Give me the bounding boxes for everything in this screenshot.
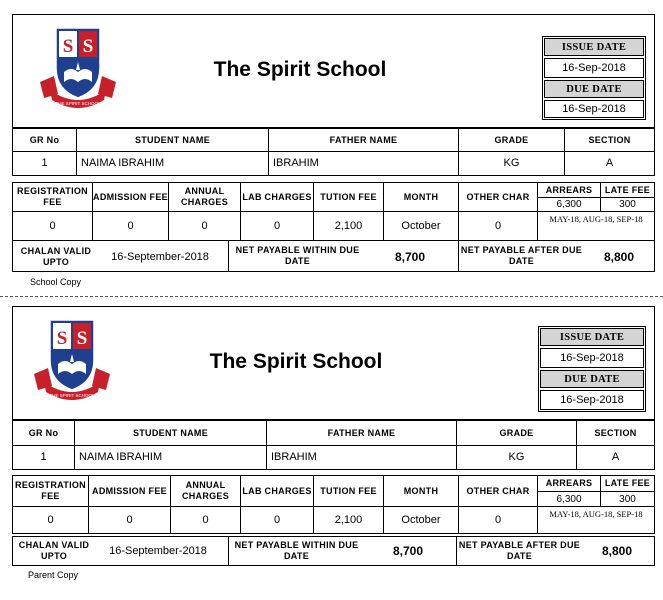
arrears-months: MAY-18, AUG-18, SEP-18 xyxy=(537,211,655,241)
admission-fee-value: 0 xyxy=(88,506,171,534)
annual-charges-header: ANNUAL CHARGES xyxy=(170,475,241,507)
school-name: The Spirit School xyxy=(209,350,383,373)
issue-date-value: 16-Sep-2018 xyxy=(544,58,644,78)
section-header: SECTION xyxy=(564,128,655,152)
parent-copy xyxy=(0,296,663,600)
gr-no-header: GR No xyxy=(12,128,77,152)
student-name-header: STUDENT NAME xyxy=(74,420,267,446)
lab-charges-value: 0 xyxy=(240,506,314,534)
father-name-header: FATHER NAME xyxy=(268,128,459,152)
arrears-header: ARREARS xyxy=(537,182,601,198)
tution-fee-header: TUTION FEE xyxy=(313,182,384,212)
chalan-valid-value: 16-September-2018 xyxy=(109,544,207,557)
net-within-value: 8,700 xyxy=(392,543,424,558)
chalan-valid-label: CHALAN VALID UPTO xyxy=(18,540,90,561)
school-logo xyxy=(30,316,114,406)
net-after-value: 8,800 xyxy=(603,249,635,264)
late-fee-value: 300 xyxy=(600,197,655,212)
issue-date-value: 16-Sep-2018 xyxy=(540,348,644,368)
registration-fee-header: REGISTRATION FEE xyxy=(12,182,93,212)
grade-value: KG xyxy=(456,445,577,470)
month-value: October xyxy=(383,211,459,241)
annual-charges-header: ANNUAL CHARGES xyxy=(168,182,241,212)
late-fee-value: 300 xyxy=(600,491,655,507)
registration-fee-value: 0 xyxy=(12,506,89,534)
admission-fee-value: 0 xyxy=(92,211,169,241)
admission-fee-header: ADMISSION FEE xyxy=(88,475,171,507)
other-charges-value: 0 xyxy=(458,506,538,534)
net-within-label: NET PAYABLE WITHIN DUE DATE xyxy=(228,240,366,272)
father-name-header: FATHER NAME xyxy=(266,420,457,446)
tution-fee-value: 2,100 xyxy=(313,506,384,534)
lab-charges-value: 0 xyxy=(240,211,314,241)
school-name: The Spirit School xyxy=(213,58,387,81)
student-name-value: NAIMA IBRAHIM xyxy=(76,151,269,176)
section-value: A xyxy=(576,445,655,470)
net-after-label: NET PAYABLE AFTER DUE DATE xyxy=(458,240,584,272)
grade-value: KG xyxy=(458,151,565,176)
late-fee-header: LATE FEE xyxy=(600,182,655,198)
school-copy xyxy=(0,0,663,296)
due-date-label: DUE DATE xyxy=(544,80,644,98)
other-charges-value: 0 xyxy=(458,211,538,241)
section-value: A xyxy=(564,151,655,176)
due-date-value: 16-Sep-2018 xyxy=(540,390,644,410)
svg-text:THE SPIRIT SCHOOL: THE SPIRIT SCHOOL xyxy=(55,101,101,106)
month-header: MONTH xyxy=(383,475,459,507)
net-within-label: NET PAYABLE WITHIN DUE DATE xyxy=(228,536,364,566)
svg-text:S: S xyxy=(56,328,68,349)
parent-copy-label: Parent Copy xyxy=(28,570,79,580)
section-header: SECTION xyxy=(576,420,655,446)
tution-fee-header: TUTION FEE xyxy=(313,475,384,507)
grade-header: GRADE xyxy=(456,420,577,446)
other-charges-header: OTHER CHAR xyxy=(458,182,538,212)
school-copy-label: School Copy xyxy=(30,277,82,287)
admission-fee-header: ADMISSION FEE xyxy=(92,182,169,212)
due-date-value: 16-Sep-2018 xyxy=(544,100,644,118)
tution-fee-value: 2,100 xyxy=(313,211,384,241)
gr-no-value: 1 xyxy=(12,445,75,470)
arrears-value: 6,300 xyxy=(537,197,601,212)
svg-text:S: S xyxy=(62,36,74,57)
grade-header: GRADE xyxy=(458,128,565,152)
arrears-value: 6,300 xyxy=(537,491,601,507)
registration-fee-header: REGISTRATION FEE xyxy=(12,475,89,507)
annual-charges-value: 0 xyxy=(168,211,241,241)
father-name-value: IBRAHIM xyxy=(268,151,459,176)
net-within-value: 8,700 xyxy=(394,249,426,264)
issue-date-label: ISSUE DATE xyxy=(544,38,644,56)
lab-charges-header: LAB CHARGES xyxy=(240,475,314,507)
svg-text:THE SPIRIT SCHOOL: THE SPIRIT SCHOOL xyxy=(49,393,95,398)
lab-charges-header: LAB CHARGES xyxy=(240,182,314,212)
annual-charges-value: 0 xyxy=(170,506,241,534)
chalan-valid-label: CHALAN VALID UPTO xyxy=(20,246,92,267)
student-name-header: STUDENT NAME xyxy=(76,128,269,152)
registration-fee-value: 0 xyxy=(12,211,93,241)
gr-no-value: 1 xyxy=(12,151,77,176)
net-after-value: 8,800 xyxy=(601,543,633,558)
month-value: October xyxy=(383,506,459,534)
svg-text:S: S xyxy=(82,36,94,57)
due-date-label: DUE DATE xyxy=(540,370,644,388)
student-name-value: NAIMA IBRAHIM xyxy=(74,445,267,470)
month-header: MONTH xyxy=(383,182,459,212)
other-charges-header: OTHER CHAR xyxy=(458,475,538,507)
arrears-header: ARREARS xyxy=(537,475,601,492)
gr-no-header: GR No xyxy=(12,420,75,446)
school-logo xyxy=(36,24,120,114)
issue-date-label: ISSUE DATE xyxy=(540,328,644,346)
svg-text:S: S xyxy=(76,328,88,349)
chalan-valid-value: 16-September-2018 xyxy=(111,250,209,263)
net-after-label: NET PAYABLE AFTER DUE DATE xyxy=(456,536,582,566)
father-name-value: IBRAHIM xyxy=(266,445,457,470)
late-fee-header: LATE FEE xyxy=(600,475,655,492)
arrears-months: MAY-18, AUG-18, SEP-18 xyxy=(537,506,655,534)
